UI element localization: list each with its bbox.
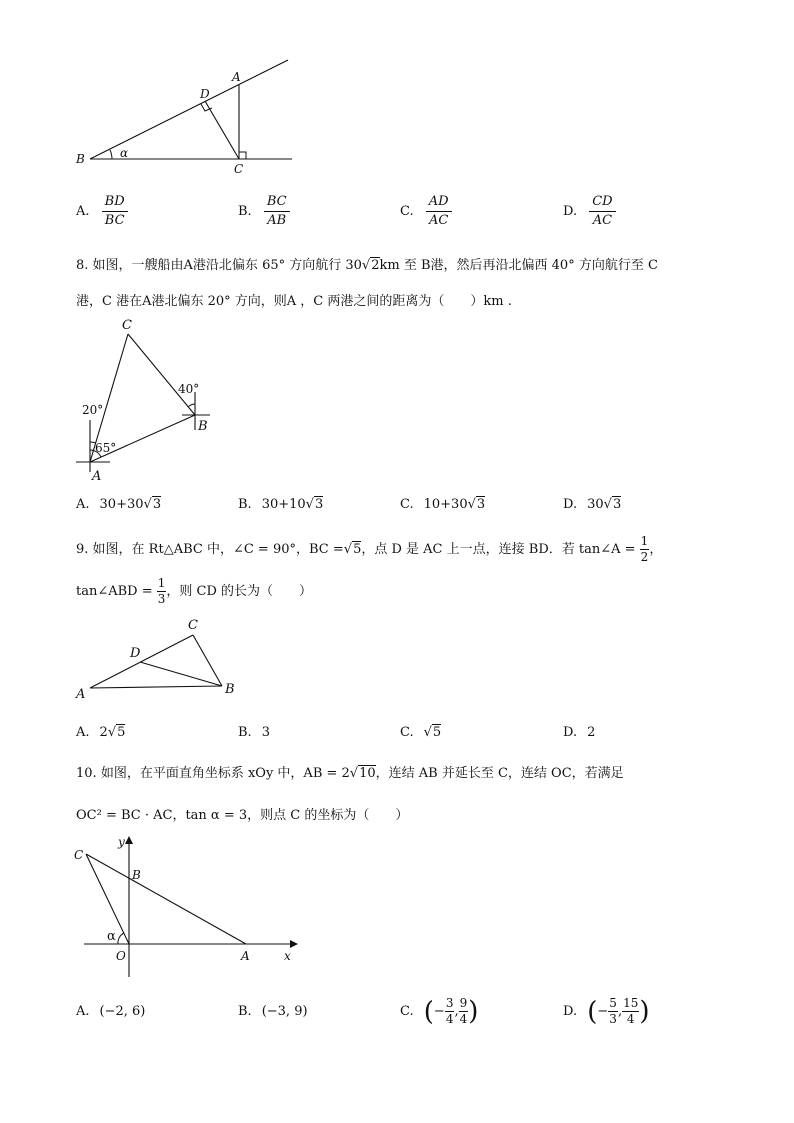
q8-option-c[interactable]: C. 10+30√3 (400, 497, 486, 512)
label-A: A (232, 70, 241, 84)
figure-q9 (70, 612, 250, 707)
label-C: C (234, 162, 244, 176)
q7-option-d[interactable]: D. $\frac{CD}{AC}$ (563, 193, 616, 230)
label-O: O (116, 949, 126, 963)
label-B: B (76, 152, 85, 166)
q7-option-a[interactable]: A. $\frac{BD}{BC}$ (76, 193, 128, 230)
q9-option-b[interactable]: B. 3 (238, 725, 270, 740)
q10-option-c[interactable]: C. (− $\frac{3}{4}$ , $\frac{9}{4}$ ) (400, 996, 479, 1027)
label-C: C (74, 848, 84, 862)
q10-option-b[interactable]: B. (−3, 9) (238, 1004, 308, 1019)
label-alpha: α (120, 146, 129, 160)
q10-option-a[interactable]: A. (−2, 6) (76, 1004, 146, 1019)
q8-line1: 8. 如图，一艘船由A港沿北偏东 65° 方向航行 30√2km 至 B港，然后再沿北偏西 40° 方向航行至 C (76, 258, 658, 273)
label-20deg: 20° (82, 403, 104, 417)
q8-line2: 港，C 港在A港北偏东 20° 方向，则A ，C 两港之间的距离为（ ）km . (76, 294, 512, 309)
label-B: B (225, 682, 235, 697)
label-40deg: 40° (178, 382, 200, 396)
label-D: D (130, 646, 141, 661)
label-B: B (198, 419, 208, 434)
label-C: C (188, 618, 198, 633)
label-y: y (118, 835, 125, 849)
label-65deg: 65° (95, 441, 117, 455)
label-A: A (76, 687, 86, 702)
figure-q7 (70, 55, 310, 180)
label-x: x (284, 949, 291, 963)
label-A: A (241, 949, 250, 963)
label-alpha: α (107, 929, 116, 944)
label-D: D (200, 87, 210, 101)
q10-line1: 10. 如图，在平面直角坐标系 xOy 中，AB = 2√10，连结 AB 并延长至 C，连结 OC，若满足 (76, 766, 624, 781)
label-A: A (92, 469, 102, 484)
q10-line2: OC² = BC · AC，tan α = 3，则点 C 的坐标为（ ） (76, 808, 409, 823)
q10-option-d[interactable]: D. (− $\frac{5}{3}$ , $\frac{15}{4}$ ) (563, 996, 650, 1027)
q9-line1: 9. 如图，在 Rt△ABC 中，∠C = 90°，BC =√5，点 D 是 AC 上一点，连接 BD．若 tan∠A = $\frac{1}{2}$ ， (76, 534, 663, 564)
label-C: C (122, 318, 132, 333)
label-B: B (132, 868, 141, 882)
q7-option-c[interactable]: C. $\frac{AD}{AC}$ (400, 193, 452, 230)
q8-option-b[interactable]: B. 30+10√3 (238, 497, 324, 512)
q9-line2: tan∠ABD = $\frac{1}{3}$ ，则 CD 的长为（ ） (76, 576, 313, 606)
figure-q10 (70, 832, 300, 982)
q9-option-c[interactable]: C. √5 (400, 725, 442, 740)
figure-q8 (70, 312, 230, 487)
q9-option-a[interactable]: A. 2√5 (76, 725, 126, 740)
q7-option-b[interactable]: B. $\frac{BC}{AB}$ (238, 193, 290, 230)
q8-option-d[interactable]: D. 30√3 (563, 497, 622, 512)
q9-option-d[interactable]: D. 2 (563, 725, 596, 740)
q8-option-a[interactable]: A. 30+30√3 (76, 497, 162, 512)
